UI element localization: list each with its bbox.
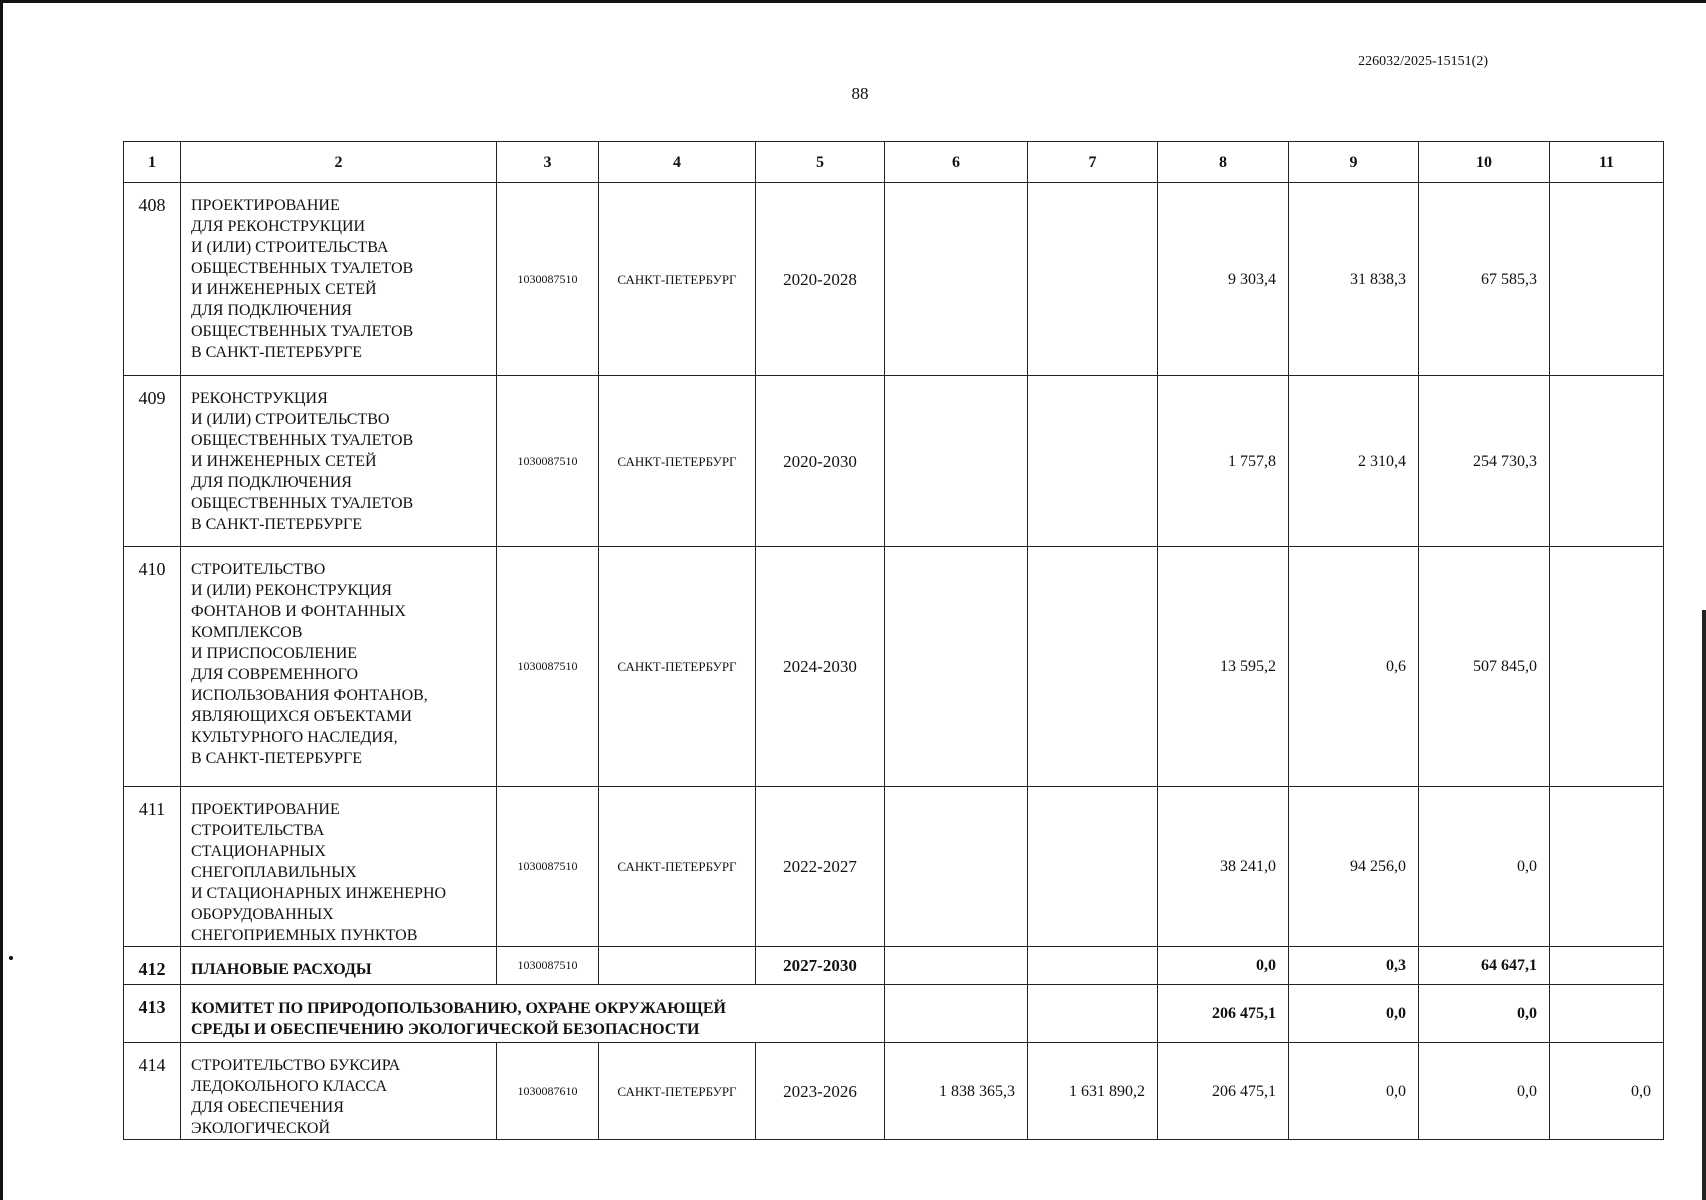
value-col-7 (1028, 947, 1158, 985)
budget-code: 1030087610 (497, 1043, 599, 1140)
table-row (124, 547, 1664, 787)
name-line: В САНКТ-ПЕТЕРБУРГЕ (191, 516, 363, 533)
value-col-9: 2 310,4 (1289, 376, 1419, 547)
column-header: 11 (1550, 142, 1664, 183)
name-line: ДЛЯ ПОДКЛЮЧЕНИЯ (191, 302, 352, 319)
table-row (124, 1043, 1664, 1140)
value-col-6 (885, 787, 1028, 947)
period: 2024-2030 (756, 547, 885, 787)
name-line: ДЛЯ РЕКОНСТРУКЦИИ (191, 218, 366, 235)
column-header: 9 (1289, 142, 1419, 183)
value-col-6 (885, 547, 1028, 787)
column-header: 8 (1158, 142, 1289, 183)
column-header: 2 (181, 142, 497, 183)
name-line: И (ИЛИ) СТРОИТЕЛЬСТВО (191, 411, 390, 428)
value-col-10: 507 845,0 (1419, 547, 1550, 787)
scan-border-left (0, 0, 3, 1200)
value-col-10: 0,0 (1419, 1043, 1550, 1140)
value-col-8: 206 475,1 (1158, 1043, 1289, 1140)
value-col-11 (1550, 947, 1664, 985)
value-col-8: 206 475,1 (1158, 985, 1289, 1043)
value-col-7 (1028, 985, 1158, 1043)
value-col-11 (1550, 547, 1664, 787)
value-col-11 (1550, 985, 1664, 1043)
value-col-11 (1550, 376, 1664, 547)
name-line: ОБЩЕСТВЕННЫХ ТУАЛЕТОВ (191, 323, 414, 340)
name-line: ОБЩЕСТВЕННЫХ ТУАЛЕТОВ (191, 260, 414, 277)
name-line: И ИНЖЕНЕРНЫХ СЕТЕЙ (191, 281, 377, 298)
scan-border-top (0, 0, 1706, 3)
row-number: 411 (124, 787, 181, 947)
value-col-7 (1028, 183, 1158, 376)
value-col-10: 0,0 (1419, 985, 1550, 1043)
row-number: 413 (124, 985, 181, 1043)
value-col-9: 0,6 (1289, 547, 1419, 787)
value-col-9: 0,0 (1289, 985, 1419, 1043)
column-header: 7 (1028, 142, 1158, 183)
row-number: 414 (124, 1043, 181, 1140)
name-line: РЕКОНСТРУКЦИЯ (191, 390, 328, 407)
column-header: 3 (497, 142, 599, 183)
name-line: СТАЦИОНАРНЫХ (191, 843, 326, 860)
name-line: И ИНЖЕНЕРНЫХ СЕТЕЙ (191, 453, 377, 470)
budget-table (123, 141, 1664, 1140)
value-col-8: 1 757,8 (1158, 376, 1289, 547)
document-id: 226032/2025-15151(2) (1358, 54, 1488, 69)
value-col-6 (885, 376, 1028, 547)
period: 2023-2026 (756, 1043, 885, 1140)
value-col-9: 31 838,3 (1289, 183, 1419, 376)
name-line: СНЕГОПЛАВИЛЬНЫХ (191, 864, 357, 881)
row-number: 408 (124, 183, 181, 376)
name-line: ПРОЕКТИРОВАНИЕ (191, 801, 340, 818)
value-col-11: 0,0 (1550, 1043, 1664, 1140)
value-col-9: 94 256,0 (1289, 787, 1419, 947)
value-col-7 (1028, 787, 1158, 947)
period: 2020-2030 (756, 376, 885, 547)
value-col-6: 1 838 365,3 (885, 1043, 1028, 1140)
row-number: 410 (124, 547, 181, 787)
name-line: СТРОИТЕЛЬСТВО (191, 561, 326, 578)
row-number: 409 (124, 376, 181, 547)
name-line: ОБЩЕСТВЕННЫХ ТУАЛЕТОВ (191, 432, 414, 449)
value-col-6 (885, 183, 1028, 376)
name-line: СТРОИТЕЛЬСТВО БУКСИРА (191, 1057, 401, 1074)
object-name: ПЛАНОВЫЕ РАСХОДЫ (181, 947, 497, 985)
name-line: ОБЩЕСТВЕННЫХ ТУАЛЕТОВ (191, 495, 414, 512)
value-col-11 (1550, 787, 1664, 947)
committee-name (181, 985, 885, 1043)
budget-code: 1030087510 (497, 183, 599, 376)
name-line: В САНКТ-ПЕТЕРБУРГЕ (191, 750, 363, 767)
scan-speck (9, 956, 13, 960)
value-col-6 (885, 985, 1028, 1043)
value-col-10: 0,0 (1419, 787, 1550, 947)
location (599, 947, 756, 985)
location: САНКТ-ПЕТЕРБУРГ (599, 787, 756, 947)
value-col-8: 13 595,2 (1158, 547, 1289, 787)
budget-code: 1030087510 (497, 547, 599, 787)
name-line: И (ИЛИ) РЕКОНСТРУКЦИЯ (191, 582, 392, 599)
name-line: ЛЕДОКОЛЬНОГО КЛАССА (191, 1078, 388, 1095)
location: САНКТ-ПЕТЕРБУРГ (599, 547, 756, 787)
value-col-9: 0,3 (1289, 947, 1419, 985)
name-line: ЯВЛЯЮЩИХСЯ ОБЪЕКТАМИ (191, 708, 412, 725)
column-header: 1 (124, 142, 181, 183)
name-line: СТРОИТЕЛЬСТВА (191, 822, 325, 839)
table-row (124, 787, 1664, 947)
column-header: 4 (599, 142, 756, 183)
name-line: И (ИЛИ) СТРОИТЕЛЬСТВА (191, 239, 389, 256)
location: САНКТ-ПЕТЕРБУРГ (599, 1043, 756, 1140)
name-line: КУЛЬТУРНОГО НАСЛЕДИЯ, (191, 729, 398, 746)
value-col-9: 0,0 (1289, 1043, 1419, 1140)
value-col-8: 38 241,0 (1158, 787, 1289, 947)
column-header: 5 (756, 142, 885, 183)
column-header: 10 (1419, 142, 1550, 183)
value-col-10: 67 585,3 (1419, 183, 1550, 376)
column-header: 6 (885, 142, 1028, 183)
budget-code: 1030087510 (497, 947, 599, 985)
value-col-7 (1028, 376, 1158, 547)
location: САНКТ-ПЕТЕРБУРГ (599, 183, 756, 376)
period: 2022-2027 (756, 787, 885, 947)
name-line: ПРОЕКТИРОВАНИЕ (191, 197, 340, 214)
value-col-6 (885, 947, 1028, 985)
location: САНКТ-ПЕТЕРБУРГ (599, 376, 756, 547)
value-col-8: 0,0 (1158, 947, 1289, 985)
value-col-8: 9 303,4 (1158, 183, 1289, 376)
value-col-7 (1028, 547, 1158, 787)
name-line: ДЛЯ СОВРЕМЕННОГО (191, 666, 359, 683)
object-name (181, 376, 497, 547)
object-name (181, 1043, 497, 1140)
name-line: СРЕДЫ И ОБЕСПЕЧЕНИЮ ЭКОЛОГИЧЕСКОЙ БЕЗОПАСНОСТИ (191, 1021, 700, 1038)
value-col-10: 64 647,1 (1419, 947, 1550, 985)
name-line: ОБОРУДОВАННЫХ (191, 906, 334, 923)
object-name (181, 183, 497, 376)
budget-code: 1030087510 (497, 376, 599, 547)
period: 2020-2028 (756, 183, 885, 376)
value-col-11 (1550, 183, 1664, 376)
name-line: КОМПЛЕКСОВ (191, 624, 303, 641)
name-line: ДЛЯ ПОДКЛЮЧЕНИЯ (191, 474, 352, 491)
budget-code: 1030087510 (497, 787, 599, 947)
value-col-7: 1 631 890,2 (1028, 1043, 1158, 1140)
name-line: ЭКОЛОГИЧЕСКОЙ (191, 1120, 331, 1137)
page-number: 88 (851, 84, 869, 103)
object-name (181, 787, 497, 947)
table-row (124, 376, 1664, 547)
name-line: И СТАЦИОНАРНЫХ ИНЖЕНЕРНО (191, 885, 447, 902)
period: 2027-2030 (756, 947, 885, 985)
value-col-10: 254 730,3 (1419, 376, 1550, 547)
row-number: 412 (124, 947, 181, 985)
name-line: ФОНТАНОВ И ФОНТАННЫХ (191, 603, 406, 620)
table-row (124, 183, 1664, 376)
header-row (124, 142, 1664, 183)
table-row (124, 985, 1664, 1043)
name-line: СНЕГОПРИЕМНЫХ ПУНКТОВ (191, 927, 418, 944)
name-line: ДЛЯ ОБЕСПЕЧЕНИЯ (191, 1099, 344, 1116)
object-name (181, 547, 497, 787)
name-line: КОМИТЕТ ПО ПРИРОДОПОЛЬЗОВАНИЮ, ОХРАНЕ ОКРУЖАЮЩЕЙ (191, 1000, 726, 1017)
name-line: ИСПОЛЬЗОВАНИЯ ФОНТАНОВ, (191, 687, 428, 704)
name-line: И ПРИСПОСОБЛЕНИЕ (191, 645, 358, 662)
table-row (124, 947, 1664, 985)
scan-border-right (1702, 610, 1706, 1200)
name-line: В САНКТ-ПЕТЕРБУРГЕ (191, 344, 363, 361)
